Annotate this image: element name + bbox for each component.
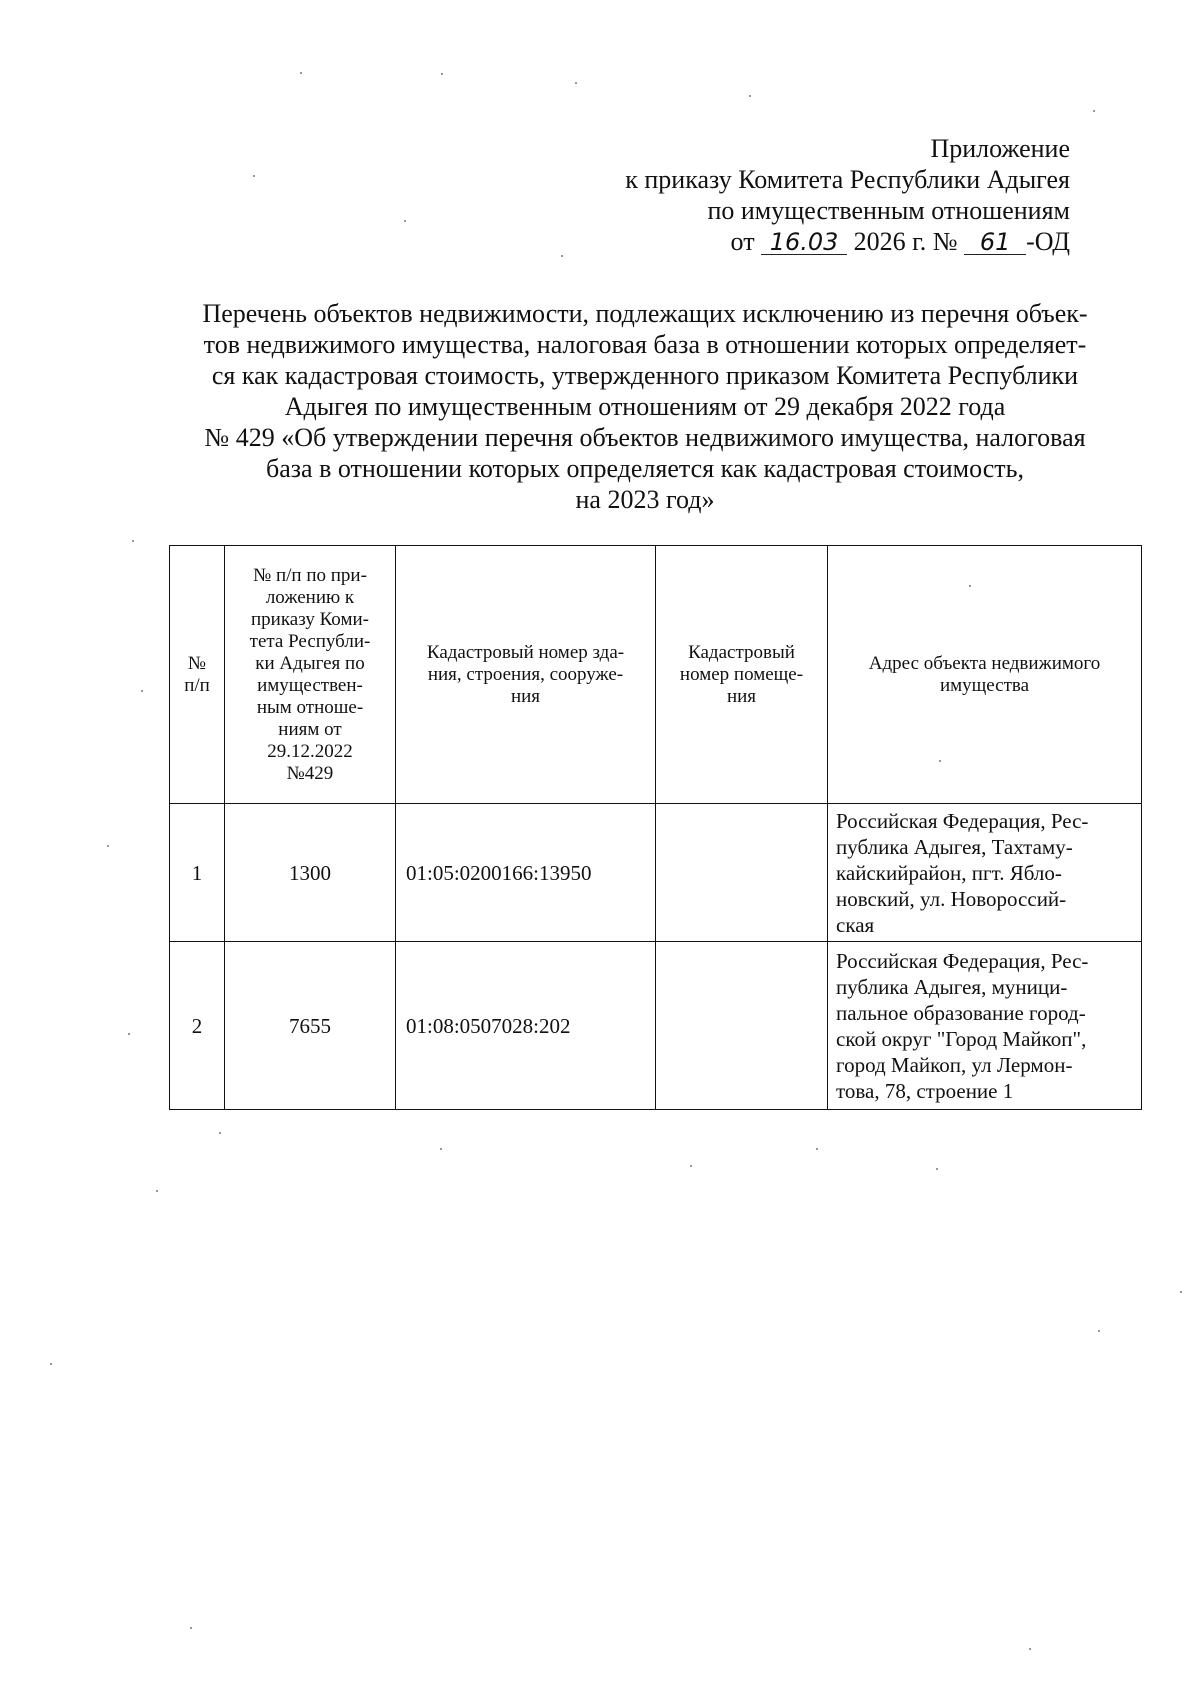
scan-speck [132,540,134,542]
table-row [170,804,1142,942]
scan-speck [575,82,577,84]
scan-speck [141,690,143,692]
header-address: Адрес объекта недвижимого имущества [828,546,1142,804]
handwritten-date: 16.03 [761,230,847,255]
title-line: Адыгея по имущественным отношениям от 29 декабря 2022 года [284,392,1006,421]
row-number: 2 [170,942,225,1110]
title-line: Перечень объектов недвижимости, подлежащих исключению из перечня объек- [202,299,1088,328]
header-building-cadastral: Кадастровый номер зда- ния, строения, сооруже- ния [396,546,656,804]
property-table [169,545,1142,1110]
scan-speck [1093,110,1095,112]
committee-name: по имущественным отношениям [707,196,1070,225]
scan-speck [190,1627,192,1629]
order-date-line [625,226,1070,257]
scan-speck [440,1148,442,1150]
order-year: 2026 г. № [853,227,958,256]
scan-speck [1098,1330,1100,1332]
scan-speck [107,845,109,847]
scan-speck [749,95,751,97]
title-line: № 429 «Об утверждении перечня объектов недвижимого имущества, налоговая [204,423,1086,452]
scan-speck [561,255,563,257]
scan-speck [156,1190,158,1192]
header-row-number: № п/п [170,546,225,804]
scan-speck [1029,1648,1031,1650]
title-line: ся как кадастровая стоимость, утвержденного приказом Комитета Республики [211,361,1079,390]
scan-speck [219,1132,221,1134]
scan-speck [50,1363,52,1365]
title-line: база в отношении которых определяется как кадастровая стоимость, [265,454,1025,483]
table-row [170,942,1142,1110]
scan-speck [969,585,971,587]
property-address: Российская Федерация, Рес- публика Адыгея, Тахтаму- кайскийрайон, пгт. Ябло- новский, ул. Новороссий- ская [828,804,1142,942]
building-cadastral-number: 01:08:0507028:202 [396,942,656,1110]
scan-speck [404,220,406,222]
appendix-header [625,133,1070,257]
scan-speck [253,175,255,177]
scan-speck [300,72,302,74]
table-header-row [170,546,1142,804]
scan-speck [128,1033,130,1035]
building-cadastral-number: 01:05:0200166:13950 [396,804,656,942]
scan-speck [939,760,941,762]
room-cadastral-number [656,804,828,942]
room-cadastral-number [656,942,828,1110]
header-appendix-number: № п/п по при- ложению к приказу Коми- тета Республи- ки Адыгея по имуществен- ным отноше- ниям от 29.12.2022 №429 [225,546,396,804]
title-line: тов недвижимого имущества, налоговая база в отношении которых определяет- [203,330,1087,359]
handwritten-order-number: 61 [964,230,1026,255]
title-line: на 2023 год» [575,485,715,514]
scan-speck [690,1165,692,1167]
scan-speck [1180,1291,1182,1293]
appendix-number: 1300 [225,804,396,942]
scan-speck [816,1148,818,1150]
order-reference: к приказу Комитета Республики Адыгея [625,165,1070,194]
order-suffix: -ОД [1026,227,1070,256]
scan-speck [441,73,443,75]
appendix-label: Приложение [930,134,1070,163]
scan-speck [936,1168,938,1170]
date-prefix: от [730,227,755,256]
header-room-cadastral: Кадастровый номер помеще- ния [656,546,828,804]
appendix-number: 7655 [225,942,396,1110]
property-address: Российская Федерация, Рес- публика Адыгея, муници- пальное образование город- ской округ "Город Майкоп", город Майкоп, ул Лермон- това, 78, строение 1 [828,942,1142,1110]
row-number: 1 [170,804,225,942]
document-title [170,298,1120,515]
